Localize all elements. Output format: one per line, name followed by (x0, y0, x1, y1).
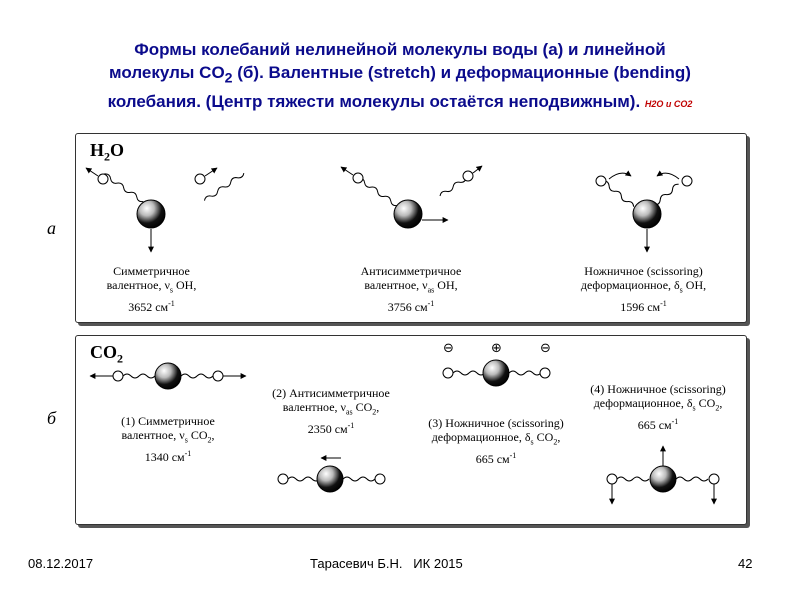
co2-mode-4-caption: (4) Ножничное (scissoring) деформационное, $\delta_s$ $CO_2$, 665 $см^{-1}$ (590, 382, 726, 433)
slide-title (30, 38, 770, 116)
panel-b-label: б (47, 408, 57, 428)
footer-page-number: 42 (738, 556, 753, 571)
title-note: H2O и CO2 (644, 99, 693, 110)
h2o-scissoring-diagram (596, 173, 692, 252)
co2-scissoring-3-diagram (443, 360, 550, 386)
h2o-symmetric-diagram (86, 168, 245, 252)
panel-co2 (75, 335, 747, 525)
title-line-2b: (б). Валентные (stretch) и деформационные (bending) (232, 63, 691, 82)
h2o-mode-3-caption: Ножничное (scissoring) деформационное, $\delta_s$ OH, 1596 $см^{-1}$ (580, 264, 707, 315)
co2-symmetric-diagram (90, 363, 246, 389)
co2-mode-1-caption: (1) Симметричное валентное, $\nu_s$ $CO_2$, 1340 $см^{-1}$ (121, 414, 215, 465)
panel-h2o (75, 133, 747, 323)
sign-plus: ⊕ (491, 341, 502, 356)
co2-antisymmetric-diagram (278, 458, 385, 492)
title-line-2-sub: 2 (224, 70, 233, 87)
h2o-antisymmetric-diagram (341, 166, 482, 228)
h2o-formula: $H_2O$ (90, 140, 125, 164)
h2o-mode-2-caption: Антисимметричное валентное, $\nu_{as}$ OH, 3756 $см^{-1}$ (360, 264, 462, 315)
title-line-3: колебания. (Центр тяжести молекулы остаётся неподвижным). (107, 92, 641, 112)
sign-minus-left: ⊖ (443, 341, 454, 356)
footer-date: 08.12.2017 (28, 556, 94, 571)
h2o-mode-1-caption: Симметричное валентное, $\nu_s$ OH, 3652 $см^{-1}$ (106, 264, 197, 315)
title-line-2a: молекулы CO (109, 63, 225, 82)
co2-mode-2-caption: (2) Антисимметричное валентное, $\nu_{as}$ $CO_2$, 2350 $см^{-1}$ (272, 386, 390, 437)
sign-minus-right: ⊖ (540, 341, 551, 356)
co2-scissoring-4-diagram (607, 446, 719, 504)
co2-formula: $CO_2$ (90, 342, 123, 366)
title-line-1: Формы колебаний нелинейной молекулы воды (а) и линейной (134, 40, 666, 59)
co2-mode-3-caption: (3) Ножничное (scissoring) деформационное, $\delta_s$ $CO_2$, 665 $см^{-1}$ (428, 416, 564, 467)
footer-author: Тарасевич Б.Н. ИК 2015 (310, 556, 463, 571)
panel-a-label: а (47, 218, 56, 238)
